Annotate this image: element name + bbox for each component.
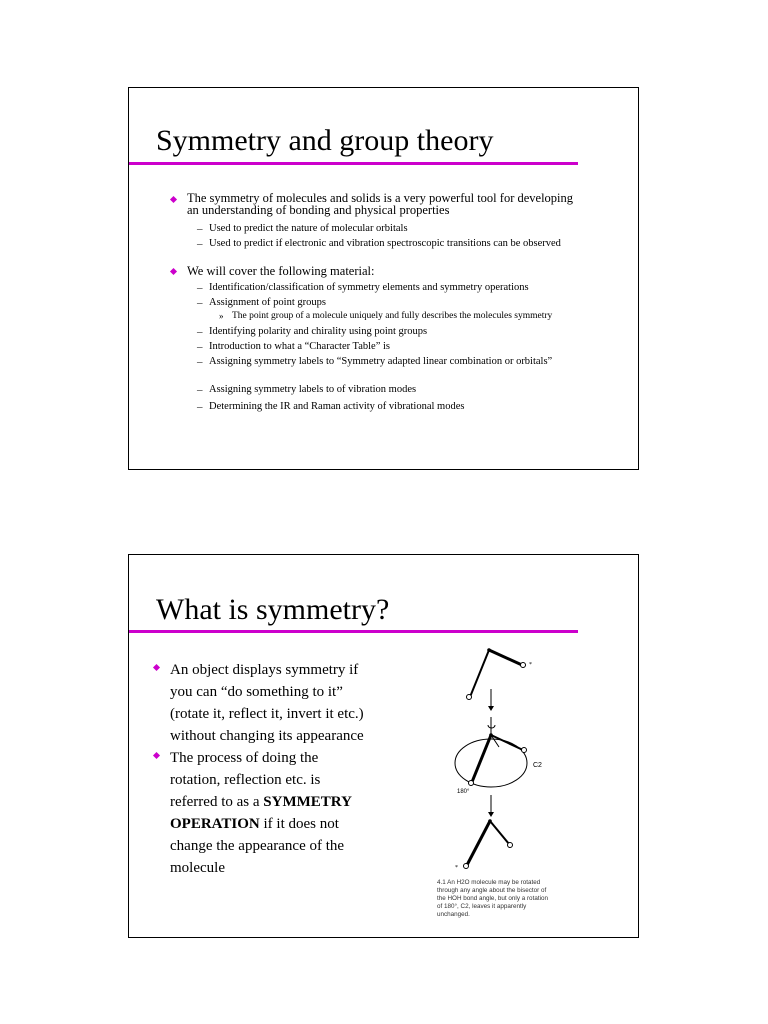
caption-line: unchanged. bbox=[437, 911, 470, 918]
svg-text:*: * bbox=[455, 865, 458, 871]
bullet-diamond-icon bbox=[170, 196, 177, 203]
caption-line: through any angle about the bisector of bbox=[437, 887, 547, 894]
title-underline bbox=[129, 162, 578, 165]
hydrogen-atom-icon bbox=[469, 781, 474, 786]
caption-line: of 180°, C2, leaves it apparently bbox=[437, 903, 527, 910]
slide-title: What is symmetry? bbox=[156, 593, 390, 626]
sub-bullet: Used to predict the nature of molecular orbitals bbox=[209, 223, 408, 234]
bullet-line: The process of doing the bbox=[170, 750, 319, 766]
sub-bullet: Assignment of point groups bbox=[209, 297, 326, 308]
bullet-diamond-icon bbox=[153, 752, 160, 759]
bullet-text: We will cover the following material: bbox=[187, 264, 375, 278]
title-underline bbox=[129, 630, 578, 633]
sub-bullet: Introduction to what a “Character Table” is bbox=[209, 341, 391, 352]
sub-bullet: Determining the IR and Raman activity of vibrational modes bbox=[209, 401, 465, 412]
sub-bullet: Assigning symmetry labels to “Symmetry adapted linear combination or orbitals” bbox=[209, 356, 553, 367]
caption-line: the HOH bond angle, but only a rotation bbox=[437, 895, 548, 902]
dash-icon: – bbox=[197, 238, 203, 250]
raquo-icon: » bbox=[219, 311, 224, 321]
bullet-line: without changing its appearance bbox=[170, 728, 364, 744]
slide-what-is-symmetry bbox=[128, 554, 639, 938]
hydrogen-atom-icon bbox=[464, 864, 469, 869]
hydrogen-atom-icon bbox=[467, 695, 472, 700]
oxygen-atom-icon bbox=[488, 819, 492, 823]
bullet-line: change the appearance of the bbox=[170, 838, 345, 854]
water-molecule-diagram bbox=[437, 637, 577, 877]
slide-title: Symmetry and group theory bbox=[156, 124, 494, 157]
text-run: referred to as a bbox=[170, 794, 264, 810]
sub-bullet: Identifying polarity and chirality using point groups bbox=[209, 326, 428, 337]
dash-icon: – bbox=[197, 356, 203, 368]
slide-symmetry-group-theory bbox=[128, 87, 639, 470]
dash-icon: – bbox=[197, 326, 203, 338]
operation-emphasis: OPERATION bbox=[170, 816, 260, 832]
dash-icon: – bbox=[197, 297, 203, 309]
angle-label: 180° bbox=[457, 789, 470, 795]
dash-icon: – bbox=[197, 223, 203, 235]
caption-line: 4.1 An H2O molecule may be rotated bbox=[437, 879, 541, 886]
dash-icon: – bbox=[197, 341, 203, 353]
dash-icon: – bbox=[197, 401, 203, 413]
sub-bullet: Identification/classification of symmetry elements and symmetry operations bbox=[209, 282, 529, 293]
text-run: if it does not bbox=[259, 816, 339, 832]
c2-axis-label: C2 bbox=[533, 762, 542, 769]
figure-caption bbox=[437, 879, 577, 919]
hydrogen-atom-icon bbox=[521, 663, 526, 668]
oxygen-atom-icon bbox=[487, 648, 491, 652]
hydrogen-atom-icon bbox=[508, 843, 513, 848]
dash-icon: – bbox=[197, 282, 203, 294]
sub-sub-bullet: The point group of a molecule uniquely and fully describes the molecules symmetry bbox=[232, 311, 553, 321]
bullet-line: molecule bbox=[170, 860, 225, 876]
bullet-line bbox=[170, 791, 352, 813]
bullet-text: The symmetry of molecules and solids is a very powerful tool for developing an understanding of bonding and physical properties bbox=[187, 191, 574, 217]
symmetry-emphasis: SYMMETRY bbox=[263, 794, 352, 810]
water-rotation-figure bbox=[437, 637, 577, 932]
bullet-line: (rotate it, reflect it, invert it etc.) bbox=[170, 706, 364, 722]
bullet-line bbox=[170, 813, 339, 835]
bullet-line: you can “do something to it” bbox=[170, 684, 343, 700]
oxygen-atom-icon bbox=[489, 733, 493, 737]
svg-text:*: * bbox=[529, 662, 532, 668]
bullet-diamond-icon bbox=[170, 268, 177, 275]
sub-bullet: Used to predict if electronic and vibration spectroscopic transitions can be observed bbox=[209, 238, 561, 249]
bullet-diamond-icon bbox=[153, 664, 160, 671]
bullet-line: rotation, reflection etc. is bbox=[170, 772, 321, 788]
sub-bullet: Assigning symmetry labels to of vibration modes bbox=[209, 384, 417, 395]
bullet-line: An object displays symmetry if bbox=[170, 662, 359, 678]
dash-icon: – bbox=[197, 384, 203, 396]
hydrogen-atom-icon bbox=[522, 748, 527, 753]
